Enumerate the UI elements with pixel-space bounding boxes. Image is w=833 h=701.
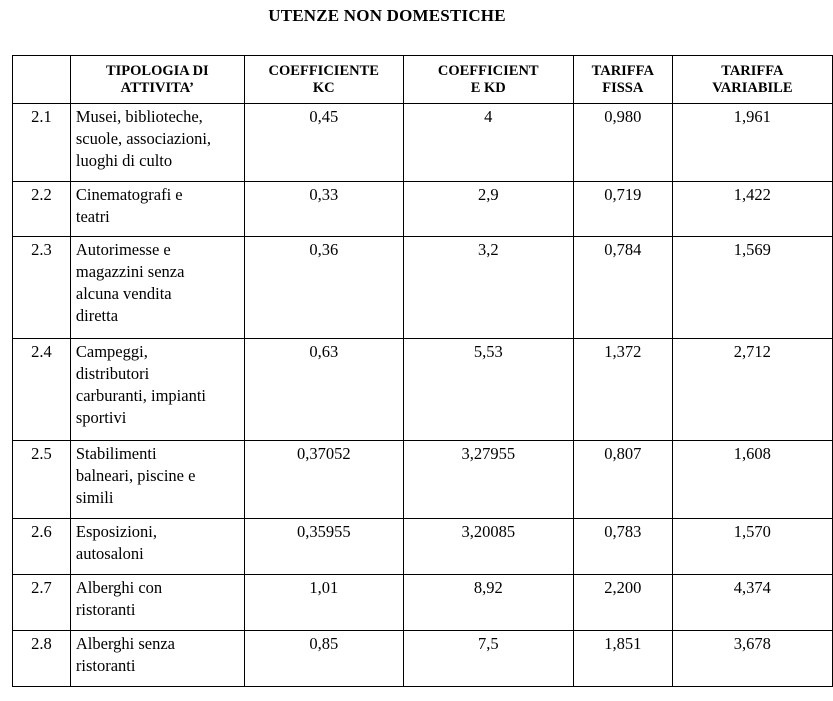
- table-row: [13, 575, 833, 631]
- row-description-line: teatri: [75, 207, 110, 226]
- header-fissa-line: TARIFFA: [591, 63, 654, 79]
- row-tariffa-variabile: 1,570: [672, 519, 832, 575]
- table-row: [13, 519, 833, 575]
- header-fissa-line: FISSA: [602, 80, 644, 96]
- table-header-row: [13, 56, 833, 104]
- row-description: [70, 339, 244, 441]
- tariff-table: [12, 55, 833, 687]
- row-description-line: diretta: [75, 306, 119, 325]
- row-description: [70, 104, 244, 182]
- row-tariffa-variabile: 4,374: [672, 575, 832, 631]
- row-kd: 7,5: [403, 631, 573, 687]
- row-description-line: magazzini senza: [75, 262, 185, 281]
- row-code: 2.6: [13, 519, 71, 575]
- row-description-line: Cinematografi e: [75, 185, 183, 204]
- header-kc-line: KC: [312, 80, 335, 96]
- row-tariffa-variabile: 1,569: [672, 237, 832, 339]
- row-code: 2.7: [13, 575, 71, 631]
- header-tipologia-line: ATTIVITA’: [120, 80, 194, 96]
- table-row: [13, 631, 833, 687]
- row-kd: 5,53: [403, 339, 573, 441]
- row-tariffa-variabile: 3,678: [672, 631, 832, 687]
- table-row: [13, 339, 833, 441]
- row-kd: 3,27955: [403, 441, 573, 519]
- row-description-line: Stabilimenti: [75, 444, 157, 463]
- row-kc: 0,37052: [244, 441, 403, 519]
- header-tariffa-variabile: [672, 56, 832, 104]
- row-description-line: scuole, associazioni,: [75, 129, 212, 148]
- row-kc: 0,36: [244, 237, 403, 339]
- row-description-line: simili: [75, 488, 114, 507]
- header-coefficiente-kc: [244, 56, 403, 104]
- row-description-line: ristoranti: [75, 600, 136, 619]
- row-kd: 8,92: [403, 575, 573, 631]
- row-kc: 0,35955: [244, 519, 403, 575]
- table-row: [13, 237, 833, 339]
- row-tariffa-variabile: 1,422: [672, 182, 832, 237]
- row-description-line: Alberghi con: [75, 578, 163, 597]
- header-variabile-line: VARIABILE: [712, 80, 793, 96]
- table-row: [13, 182, 833, 237]
- header-tipologia: [70, 56, 244, 104]
- row-description-line: autosaloni: [75, 544, 144, 563]
- row-kd: 2,9: [403, 182, 573, 237]
- row-kc: 0,33: [244, 182, 403, 237]
- row-tariffa-variabile: 2,712: [672, 339, 832, 441]
- row-kd: 3,2: [403, 237, 573, 339]
- row-kc: 1,01: [244, 575, 403, 631]
- row-code: 2.5: [13, 441, 71, 519]
- row-description: [70, 182, 244, 237]
- row-description: [70, 575, 244, 631]
- row-description-line: balneari, piscine e: [75, 466, 196, 485]
- row-description: [70, 237, 244, 339]
- header-tipologia-line: TIPOLOGIA DI: [105, 63, 209, 79]
- row-code: 2.2: [13, 182, 71, 237]
- header-variabile-line: TARIFFA: [721, 63, 784, 79]
- row-description-line: Musei, biblioteche,: [75, 107, 203, 126]
- row-tariffa-variabile: 1,961: [672, 104, 832, 182]
- row-kc: 0,63: [244, 339, 403, 441]
- row-tariffa-variabile: 1,608: [672, 441, 832, 519]
- row-code: 2.8: [13, 631, 71, 687]
- header-kd-line: COEFFICIENT: [437, 63, 539, 79]
- row-kc: 0,85: [244, 631, 403, 687]
- row-code: 2.3: [13, 237, 71, 339]
- row-description-line: alcuna vendita: [75, 284, 172, 303]
- header-coefficiente-kd: [403, 56, 573, 104]
- row-tariffa-fissa: 1,372: [573, 339, 672, 441]
- row-description: [70, 441, 244, 519]
- page-title: UTENZE NON DOMESTICHE: [268, 6, 506, 25]
- row-description-line: luoghi di culto: [75, 151, 173, 170]
- row-tariffa-fissa: 2,200: [573, 575, 672, 631]
- row-description-line: ristoranti: [75, 656, 136, 675]
- row-description-line: sportivi: [75, 408, 127, 427]
- row-description-line: distributori: [75, 364, 150, 383]
- row-description: [70, 519, 244, 575]
- table-row: [13, 441, 833, 519]
- row-tariffa-fissa: 0,719: [573, 182, 672, 237]
- header-code: [13, 56, 71, 104]
- row-tariffa-fissa: 0,807: [573, 441, 672, 519]
- row-code: 2.4: [13, 339, 71, 441]
- row-kc: 0,45: [244, 104, 403, 182]
- row-kd: 3,20085: [403, 519, 573, 575]
- header-tariffa-fissa: [573, 56, 672, 104]
- row-kd: 4: [403, 104, 573, 182]
- row-description-line: Autorimesse e: [75, 240, 171, 259]
- header-kc-line: COEFFICIENTE: [268, 63, 379, 79]
- row-description-line: Campeggi,: [75, 342, 148, 361]
- row-tariffa-fissa: 0,980: [573, 104, 672, 182]
- row-tariffa-fissa: 1,851: [573, 631, 672, 687]
- row-code: 2.1: [13, 104, 71, 182]
- table-row: [13, 104, 833, 182]
- header-kd-line: E KD: [470, 80, 506, 96]
- row-description: [70, 631, 244, 687]
- row-description-line: Esposizioni,: [75, 522, 157, 541]
- row-description-line: Alberghi senza: [75, 634, 175, 653]
- row-tariffa-fissa: 0,784: [573, 237, 672, 339]
- row-description-line: carburanti, impianti: [75, 386, 206, 405]
- row-tariffa-fissa: 0,783: [573, 519, 672, 575]
